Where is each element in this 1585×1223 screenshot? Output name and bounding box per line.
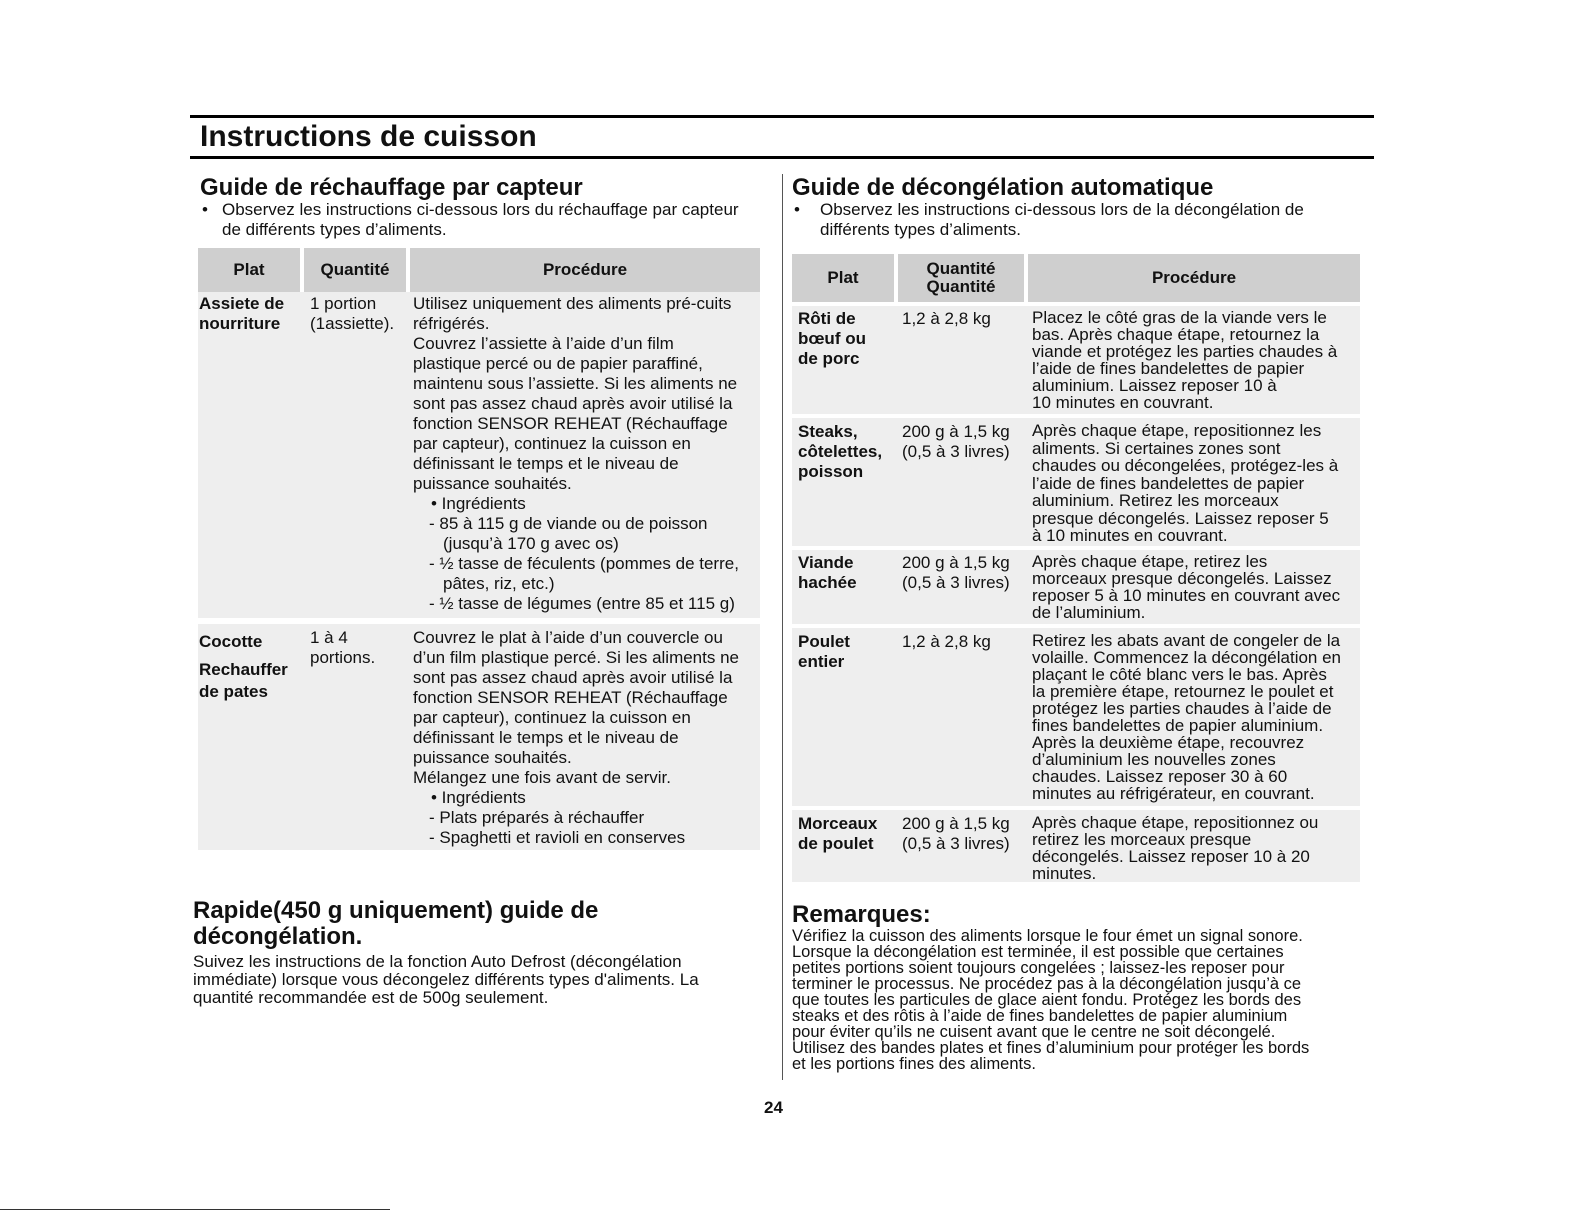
sensor-header-quantite: Quantité [304, 248, 406, 292]
defrost-row3-plat: Viande hachée [798, 553, 857, 592]
defrost-heading: Guide de décongélation automatique [792, 174, 1214, 201]
title-underline [190, 156, 1374, 159]
defrost-row2-proc: Après chaque étape, repositionnez les aliments. Si certaines zones sont chaudes ou décongelées, protégez-les à l’aide de fines bandelettes de papier aluminium. Retirez les morceaux presque décongelés. Laissez reposer 5 à 10 minutes en couvrant. [1032, 421, 1339, 545]
sensor-row2-proc: Couvrez le plat à l’aide d’un couvercle ou d’un film plastique percé. Si les aliments ne sont pas assez chaud après avoir utilisé la fonction SENSOR REHEAT (Réchauffage par capteur), continuez la cuisson en définissant le temps et le niveau de puissance souhaités. Mélangez une fois avant de servir. • Ingrédients - Plats préparés à réchauffer - Spaghetti et ravioli en conserves [413, 628, 739, 847]
page-title: Instructions de cuisson [200, 120, 537, 153]
bullet-icon: • [794, 200, 800, 219]
defrost-row4-qty: 1,2 à 2,8 kg [902, 632, 991, 651]
sensor-intro-line2: de différents types d’aliments. [222, 220, 447, 239]
defrost-intro-line1: Observez les instructions ci-dessous lors de la décongélation de [820, 200, 1304, 219]
top-rule [190, 115, 1374, 118]
defrost-row5-qty: 200 g à 1,5 kg (0,5 à 3 livres) [902, 814, 1010, 853]
sensor-heading: Guide de réchauffage par capteur [200, 174, 583, 201]
rapide-heading: Rapide(450 g uniquement) guide de décongélation. [193, 897, 599, 950]
sensor-row1-qty: 1 portion (1assiette). [310, 294, 395, 333]
defrost-row5-proc: Après chaque étape, repositionnez ou retirez les morceaux presque décongelés. Laissez reposer 10 à 20 minutes. [1032, 813, 1319, 883]
bullet-icon: • [202, 200, 208, 219]
defrost-row3-proc: Après chaque étape, retirez les morceaux presque décongelés. Laissez reposer 5 à 10 minutes en couvrant avec de l’aluminium. [1032, 552, 1341, 622]
defrost-row4-plat: Poulet entier [798, 632, 850, 671]
page-number: 24 [764, 1098, 783, 1117]
sensor-intro [200, 200, 770, 240]
sensor-row1-proc: Utilisez uniquement des aliments pré-cuits réfrigérés. Couvrez l’assiette à l’aide d’un film plastique percé ou de papier paraffiné, maintenu sous l’assiette. Si les aliments ne sont pas assez chaud après avoir utilisé la fonction SENSOR REHEAT (Réchauffage par capteur), continuez la cuisson en définissant le temps et le niveau de puissance souhaités. • Ingrédients - 85 à 115 g de viande ou de poisson (jusqu’à 170 g avec os) - ½ tasse de féculents (pommes de terre, pâtes, riz, etc.) - ½ tasse de légumes (entre 85 et 115 g) [413, 294, 739, 613]
defrost-header-quantite: Quantité Quantité [898, 254, 1024, 302]
sensor-header-procedure: Procédure [410, 248, 760, 292]
bottom-rule [0, 1209, 390, 1210]
column-divider [782, 174, 783, 1080]
defrost-intro-line2: différents types d’aliments. [820, 220, 1021, 239]
defrost-row4-proc: Retirez les abats avant de congeler de la volaille. Commencez la décongélation en plaçant le côté blanc vers le bas. Après la première étape, retournez le poulet et protégez les parties chaudes à l’aide de fines bandelettes de papier aluminium. Après la deuxième étape, recouvrez d’aluminium les nouvelles zones chaudes. Laissez reposer 30 à 60 minutes au réfrigérateur, en couvrant. [1032, 631, 1342, 803]
defrost-row1-qty: 1,2 à 2,8 kg [902, 309, 991, 328]
sensor-header-plat: Plat [198, 248, 300, 292]
remarques-heading: Remarques: [792, 901, 931, 928]
sensor-row2-plat: Cocotte Rechauffer de pates [199, 632, 288, 701]
defrost-header-plat: Plat [792, 254, 894, 302]
sensor-row2-qty: 1 à 4 portions. [310, 628, 376, 667]
defrost-row2-qty: 200 g à 1,5 kg (0,5 à 3 livres) [902, 422, 1010, 461]
remarques-body: Vérifiez la cuisson des aliments lorsque le four émet un signal sonore. Lorsque la décongélation est terminée, il est possible que certaines petites portions soient toujours congelées ; laissez-les reposer pour terminer le processus. Ne procédez pas à la décongélation jusqu’à ce que toutes les particules de glace aient fondu. Protégez les bords des steaks et des rôtis à l’aide de fines bandelettes de papier aluminium pour éviter qu’ils ne cuisent avant que le centre ne soit décongelé. Utilisez des bandes plates et fines d’aluminium pour protéger les bords et les portions fines des aliments. [792, 927, 1310, 1073]
defrost-header-procedure: Procédure [1028, 254, 1360, 302]
sensor-intro-line1: Observez les instructions ci-dessous lors du réchauffage par capteur [222, 200, 739, 219]
defrost-row2-plat: Steaks, côtelettes, poisson [798, 422, 883, 481]
defrost-intro [792, 200, 1362, 240]
defrost-row1-proc: Placez le côté gras de la viande vers le bas. Après chaque étape, retournez la viande et protégez les parties chaudes à l’aide de fines bandelettes de papier aluminium. Laissez reposer 10 à 10 minutes en couvrant. [1032, 308, 1338, 412]
defrost-row3-qty: 200 g à 1,5 kg (0,5 à 3 livres) [902, 553, 1010, 592]
sensor-row1-plat: Assiete de nourriture [199, 294, 285, 333]
defrost-row1-plat: Rôti de bœuf ou de porc [798, 309, 866, 368]
rapide-body: Suivez les instructions de la fonction Auto Defrost (décongélation immédiate) lorsque vous décongelez différents types d'aliments. La quantité recommandée est de 500g seulement. [193, 952, 699, 1007]
defrost-row5-plat: Morceaux de poulet [798, 814, 878, 853]
